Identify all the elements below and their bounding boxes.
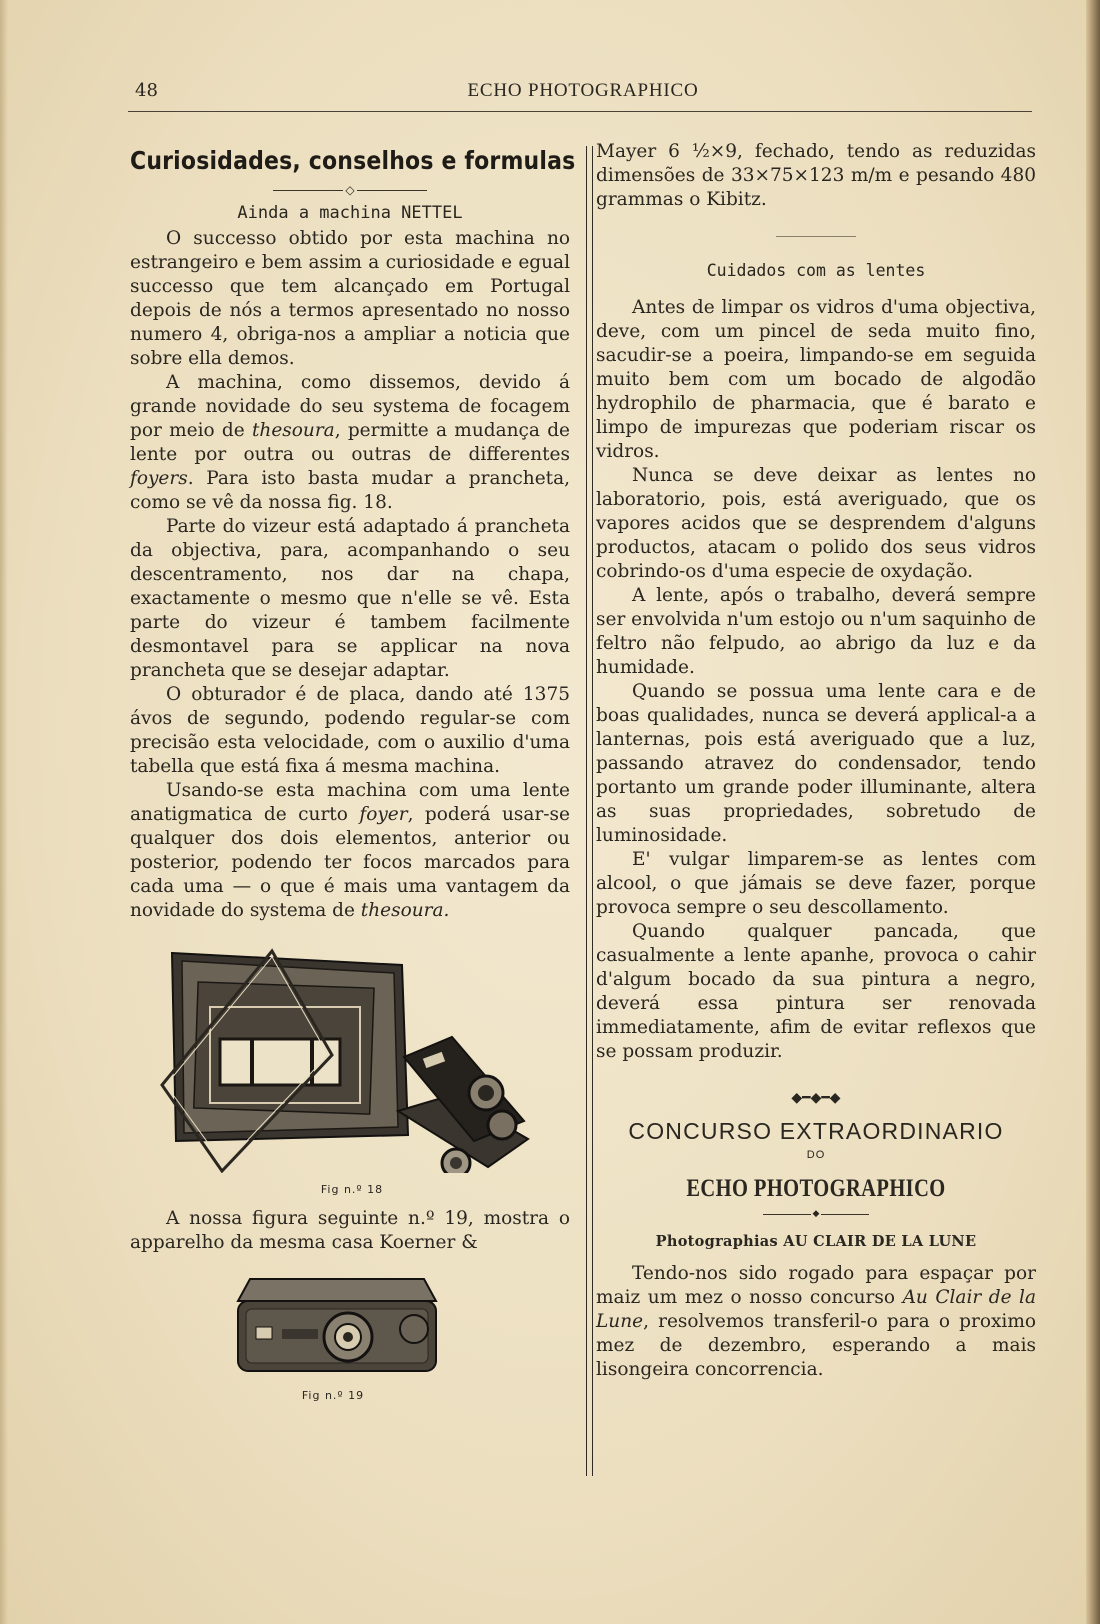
divider-ornament: ◆━◆━◆ <box>791 1090 841 1106</box>
title-ornament: ◇ <box>130 183 570 197</box>
paragraph: E' vulgar limparem-se as lentes com alcool, o que jámais se deve fazer, porque provoca sempre o seu descollamento. <box>596 849 1036 918</box>
page-edge-right <box>1086 0 1100 1624</box>
figure-18-camera <box>152 945 552 1196</box>
page-header <box>135 76 1031 106</box>
page-number: 48 <box>135 80 158 101</box>
section-title-cuidados: Cuidados com as lentes <box>706 261 926 280</box>
section-title: Curiosidades, conselhos e formulas <box>130 146 576 175</box>
kibitz-camera-illustration <box>228 1271 438 1379</box>
paragraph: A lente, após o trabalho, deverá sempre ser envolvida n'um estojo ou n'um saquinho de feltro não felpudo, ao abrigo da luz e da humidade. <box>596 585 1036 678</box>
page-edge-left <box>0 0 8 1624</box>
paragraph: Usando-se esta machina com uma lente anatigmatica de curto foyer, poderá usar-se qualquer dos dois elementos, anterior ou posterior, podendo ter focos marcados para cada uma — o que é mais uma vantagem da novidade do systema de thesoura. <box>130 780 570 921</box>
figure-18-caption: Fig n.º 18 <box>320 1183 384 1196</box>
paragraph: Quando qualquer pancada, que casualmente a lente apanhe, provoca o cahir d'algum bocado da sua pintura a negro, deverá essa pintura ser renovada immediatamente, afim de evitar reflexos que se possam produzir. <box>596 921 1036 1062</box>
concurso-do: DO <box>806 1149 826 1161</box>
camera-illustration <box>152 945 552 1173</box>
journal-ornament: ◆ <box>596 1209 1036 1219</box>
header-rule <box>128 111 1032 112</box>
paragraph: Tendo-nos sido rogado para espaçar por maiz um mez o nosso concurso Au Clair de la Lune, resolvemos transferil-o para o proximo mez de dezembro, esperando a mais lisongeira concorrencia. <box>596 1263 1036 1380</box>
paragraph: Quando se possua uma lente cara e de boas qualidades, nunca se deverá applical-a a lanternas, pois está averiguado que a luz, passando atravez do condensador, tendo portanto um grande poder illuminante, altera as suas propriedades, sobretudo de luminosidade. <box>596 681 1036 846</box>
paragraph: Nunca se deve deixar as lentes no laboratorio, pois, está averiguado, que os vapores acidos que se desprendem d'alguns productos, atacam o polido dos seus vidros cobrindo-os d'uma especie de oxydação. <box>596 465 1036 582</box>
column-divider <box>586 146 593 1476</box>
section-rule <box>776 236 856 237</box>
paragraph: O successo obtido por esta machina no estrangeiro e bem assim a curiosidade e egual successo que tem alcançado em Portugal depois de nós a termos apresentado no nosso numero 4, obriga-nos a ampliar a noticia que sobre ella demos. <box>130 228 570 369</box>
right-column <box>596 140 1036 1382</box>
paragraph: O obturador é de placa, dando até 1375 ávos de segundo, podendo regular-se com precisão esta velocidade, com o auxilio d'uma tabella que está fixa á mesma machina. <box>130 684 570 777</box>
running-title: ECHO PHOTOGRAPHICO <box>467 80 699 101</box>
left-column <box>130 146 576 1411</box>
article-subtitle: Ainda a machina NETTEL <box>237 203 463 223</box>
concurso-journal: ECHO PHOTOGRAPHICO <box>686 1175 946 1202</box>
concurso-title: CONCURSO EXTRAORDINARIO <box>628 1118 1004 1144</box>
paragraph: A nossa figura seguinte n.º 19, mostra o apparelho da mesma casa Koerner & <box>130 1208 570 1253</box>
paragraph: Parte do vizeur está adaptado á prancheta da objectiva, para, acompanhando o seu descentramento, nos dar na chapa, exactamente o mesmo que n'elle se vê. Esta parte do vizeur é tambem facilmente desmontavel para se applicar na nova prancheta que se desejar adaptar. <box>130 516 570 681</box>
figure-19-camera <box>228 1271 438 1411</box>
figure-19-caption: Fig n.º 19 <box>301 1389 365 1402</box>
paragraph: Antes de limpar os vidros d'uma objectiva, deve, com um pincel de seda muito fino, sacudir-se a poeira, limpando-se em seguida muito bem com um bocado de algodão hydrophilo de pharmacia, que é barato e limpo de impurezas que poderiam riscar os vidros. <box>596 297 1036 462</box>
concurso-subtitle: Photographias AU CLAIR DE LA LUNE <box>655 1233 977 1250</box>
paragraph: A machina, como dissemos, devido á grande novidade do seu systema de focagem por meio de thesoura, permitte a mudança de lente por outra ou outras de differentes foyers. Para isto basta mudar a prancheta, como se vê da nossa fig. 18. <box>130 372 570 513</box>
paragraph: Mayer 6 ½×9, fechado, tendo as reduzidas dimensões de 33×75×123 m/m e pesando 480 grammas o Kibitz. <box>596 141 1036 210</box>
